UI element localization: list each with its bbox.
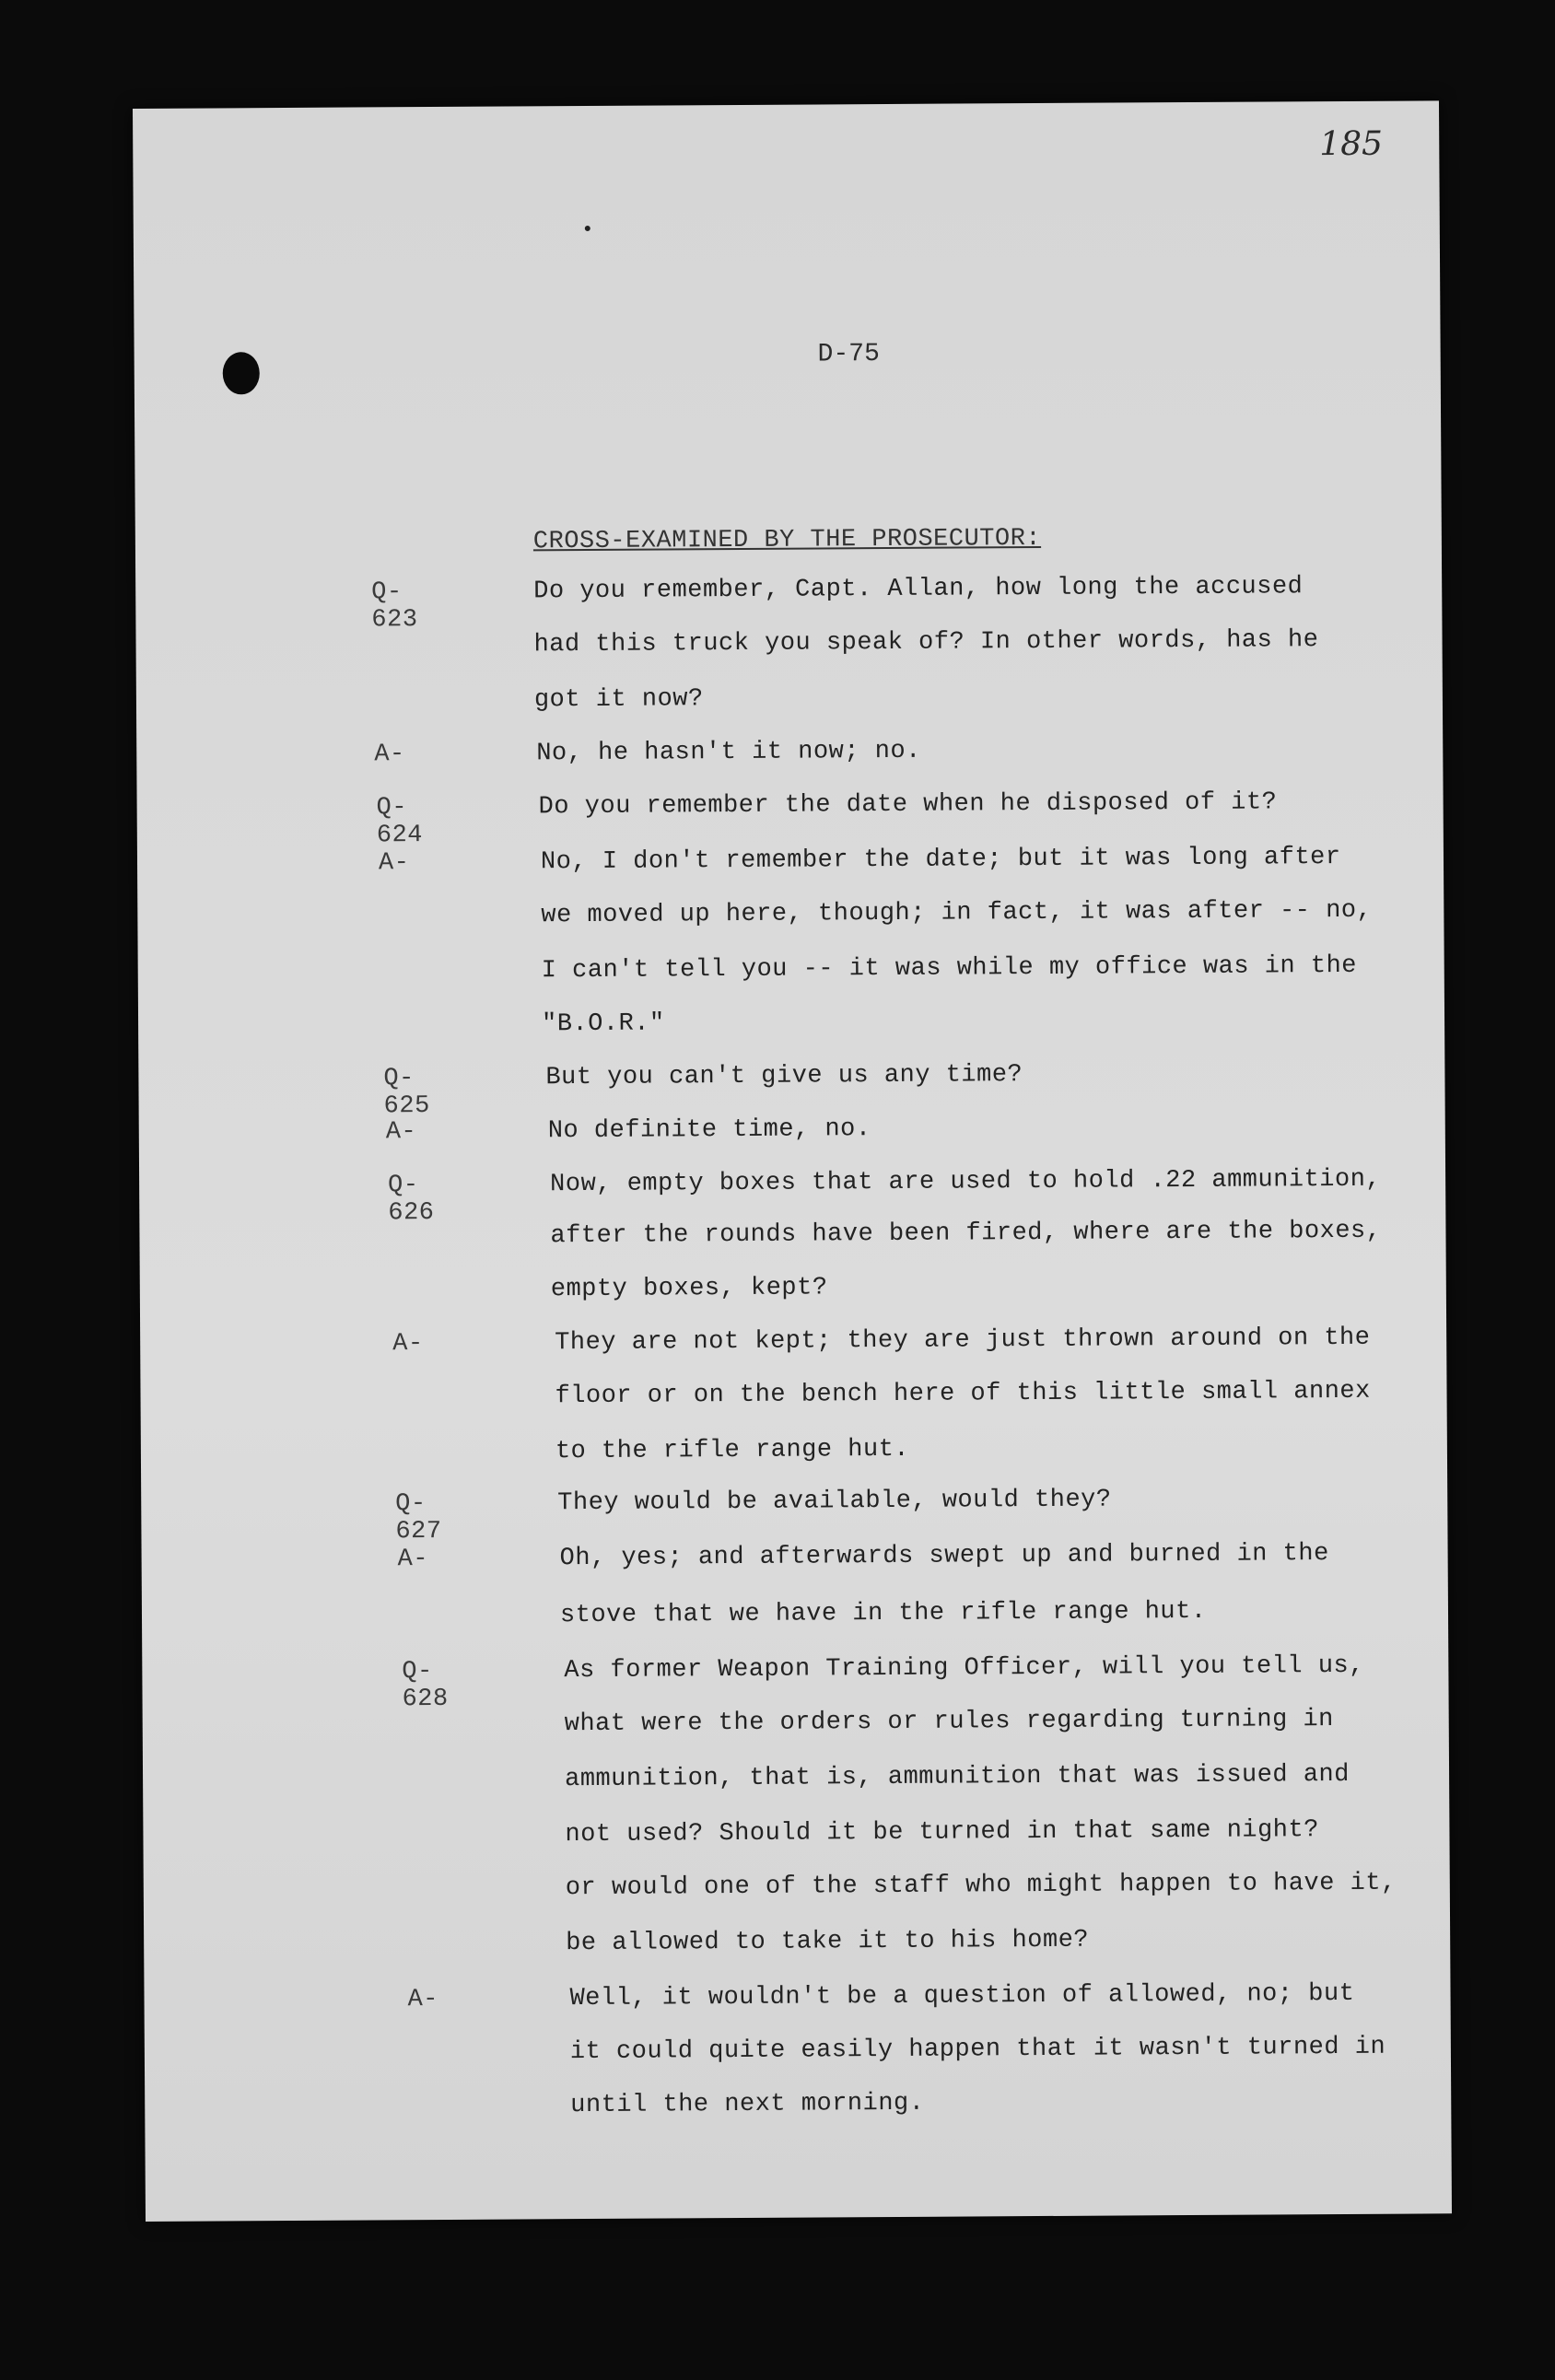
entry-line: floor or on the bench here of this little small annex — [555, 1377, 1371, 1411]
entry-line: "B.O.R." — [541, 1009, 665, 1039]
page-label: D-75 — [817, 340, 880, 369]
entry-line: No, I don't remember the date; but it was long after — [540, 844, 1341, 877]
entry-label: A- — [374, 741, 405, 769]
entry-label: A- — [392, 1330, 424, 1359]
punch-hole — [223, 352, 260, 394]
entry-line: Well, it wouldn't be a question of allowed, no; but — [569, 1979, 1355, 2013]
entry-label: Q-628 — [402, 1658, 449, 1714]
entry-label: Q-624 — [376, 794, 424, 850]
entry-line: not used? Should it be turned in that same night? — [565, 1816, 1319, 1849]
entry-label: A- — [407, 1986, 439, 2014]
entry-line: I can't tell you -- it was while my office was in the — [541, 951, 1358, 986]
entry-label: Q-625 — [383, 1065, 430, 1121]
entry-line: after the rounds have been fired, where are the boxes, — [550, 1217, 1382, 1251]
entry-line: They are not kept; they are just thrown around on the — [555, 1324, 1371, 1358]
entry-line: empty boxes, kept? — [550, 1274, 828, 1304]
entry-line: to the rifle range hut. — [555, 1435, 910, 1466]
section-heading: CROSS-EXAMINED BY THE PROSECUTOR: — [532, 524, 1042, 556]
entry-line: Now, empty boxes that are used to hold .22 ammunition, — [550, 1165, 1382, 1199]
entry-line: be allowed to take it to his home? — [566, 1926, 1090, 1958]
handwritten-page-number: 185 — [1319, 124, 1384, 164]
entry-line: got it now? — [533, 685, 704, 715]
entry-line: it could quite easily happen that it wasn't turned in — [569, 2033, 1386, 2067]
entry-line: Do you remember, Capt. Allan, how long the accused — [533, 573, 1304, 606]
entry-line: No definite time, no. — [547, 1115, 871, 1146]
entry-label: Q-623 — [371, 578, 418, 635]
entry-line: until the next morning. — [570, 2089, 925, 2120]
entry-line: or would one of the staff who might happen to have it, — [565, 1869, 1397, 1903]
entry-line: ammunition, that is, ammunition that was issued and — [564, 1760, 1350, 1794]
entry-label: A- — [397, 1546, 429, 1574]
entry-label: Q-626 — [388, 1172, 435, 1228]
entry-line: But you can't give us any time? — [545, 1061, 1023, 1092]
entry-line: Oh, yes; and afterwards swept up and burned in the — [559, 1540, 1329, 1573]
entry-line: we moved up here, though; in fact, it was after -- no, — [541, 896, 1373, 930]
entry-line: what were the orders or rules regarding turning in — [564, 1706, 1334, 1739]
entry-line: had this truck you speak of? In other words, has he — [533, 626, 1319, 659]
entry-label: Q-627 — [395, 1490, 442, 1546]
document-page — [133, 100, 1452, 2222]
entry-label: A- — [385, 1118, 417, 1147]
entry-line: They would be available, would they? — [557, 1486, 1112, 1518]
entry-line: No, he hasn't it now; no. — [536, 737, 921, 768]
entry-line: Do you remember the date when he disposed of it? — [538, 788, 1278, 822]
entry-label: A- — [378, 849, 410, 878]
entry-line: As former Weapon Training Officer, will you tell us, — [564, 1651, 1364, 1686]
entry-line: stove that we have in the rifle range hut. — [559, 1597, 1207, 1630]
ink-speck — [585, 226, 590, 231]
